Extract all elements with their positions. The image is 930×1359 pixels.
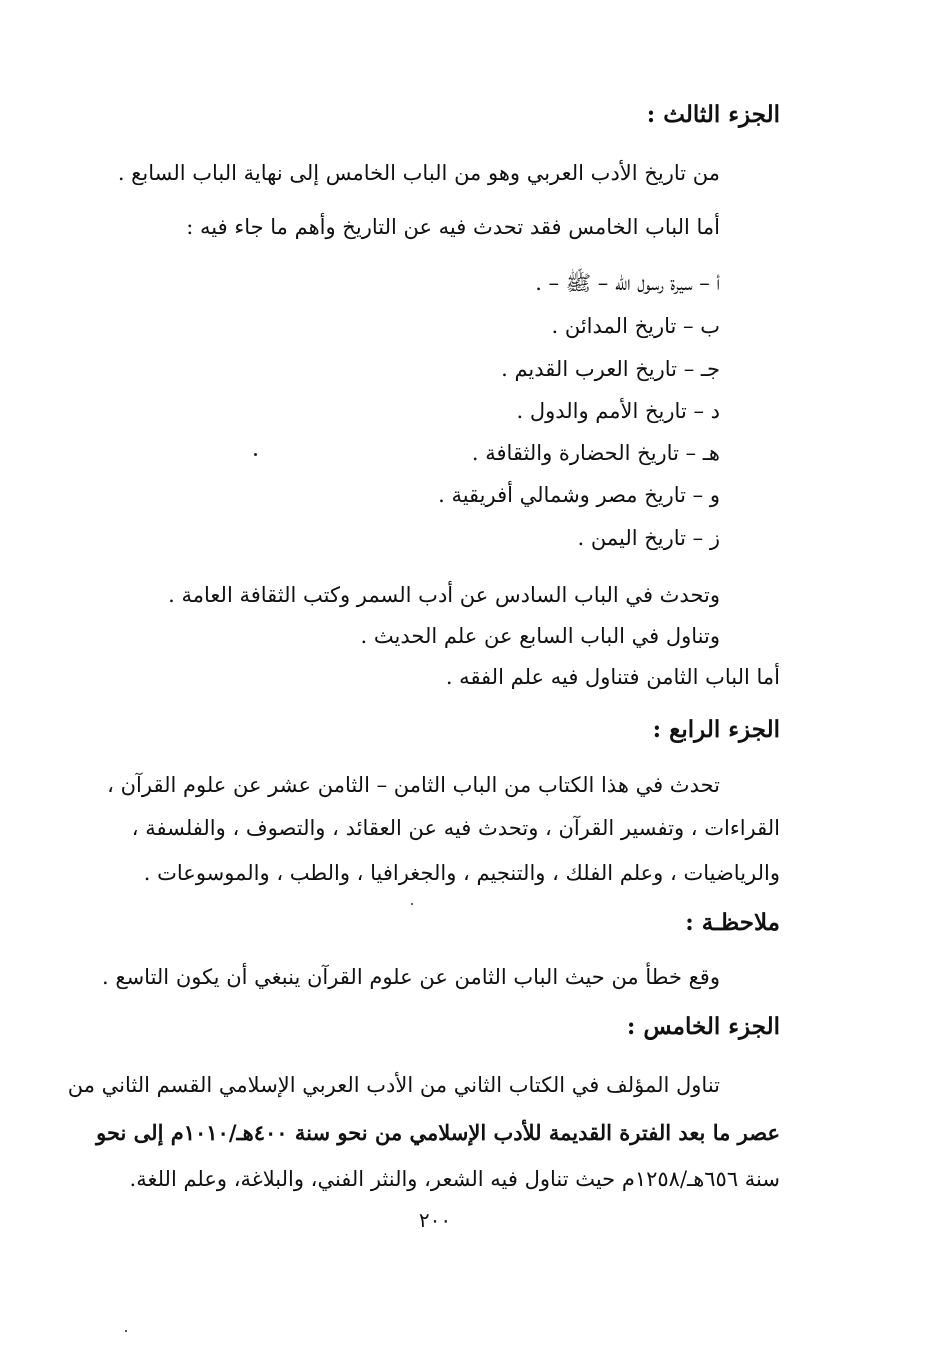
part4-line1: تحدث في هذا الكتاب من الباب الثامن – الثامن عشر عن علوم القرآن ، — [107, 773, 720, 797]
part3-line3: وتحدث في الباب السادس عن أدب السمر وكتب الثقافة العامة . — [168, 583, 720, 607]
list-item: جـ – تاريخ العرب القديم . — [501, 357, 720, 381]
part3-line5: أما الباب الثامن فتناول فيه علم الفقه . — [445, 665, 780, 689]
part3-line1: من تاريخ الأدب العربي وهو من الباب الخامس إلى نهاية الباب السابع . — [117, 161, 720, 185]
note-heading: ملاحظـة : — [685, 909, 780, 936]
part5-line3: سنة ٦٥٦هـ/١٢٥٨م حيث تناول فيه الشعر، والنثر الفني، والبلاغة، وعلم اللغة. — [129, 1167, 780, 1191]
list-item: هـ – تاريخ الحضارة والثقافة . — [471, 441, 720, 465]
list-item: ب – تاريخ المدائن . — [551, 314, 720, 338]
list-item: د – تاريخ الأمم والدول . — [516, 399, 720, 423]
list-item: أ – سيرة رسول الله – ﷺ – . — [535, 271, 720, 295]
scan-speck — [411, 903, 413, 905]
part5-line2: عصر ما بعد الفترة القديمة للأدب الإسلامي من نحو سنة ٤٠٠هـ/١٠١٠م إلى نحو — [96, 1120, 780, 1145]
scan-speck — [125, 1330, 127, 1332]
part5-line1: تناول المؤلف في الكتاب الثاني من الأدب العربي الإسلامي القسم الثاني من — [67, 1073, 720, 1097]
part4-heading: الجزء الرابع : — [652, 716, 780, 743]
list-item: ز – تاريخ اليمن . — [577, 526, 720, 550]
part3-heading: الجزء الثالث : — [646, 101, 780, 128]
part4-line2: القراءات ، وتفسير القرآن ، وتحدث فيه عن العقائد ، والتصوف ، والفلسفة ، — [131, 816, 780, 840]
page-number: ٢٠٠ — [418, 1208, 452, 1232]
part3-line2: أما الباب الخامس فقد تحدث فيه عن التاريخ وأهم ما جاء فيه : — [186, 215, 720, 239]
list-item: و – تاريخ مصر وشمالي أفريقية . — [438, 483, 720, 507]
part4-line3: والرياضيات ، وعلم الفلك ، والتنجيم ، والجغرافيا ، والطب ، والموسوعات . — [143, 861, 780, 885]
part5-heading: الجزء الخامس : — [626, 1013, 780, 1040]
part3-line4: وتناول في الباب السابع عن علم الحديث . — [360, 624, 720, 648]
scan-speck — [254, 453, 257, 456]
note-line: وقع خطأ من حيث الباب الثامن عن علوم القرآن ينبغي أن يكون التاسع . — [102, 965, 720, 989]
